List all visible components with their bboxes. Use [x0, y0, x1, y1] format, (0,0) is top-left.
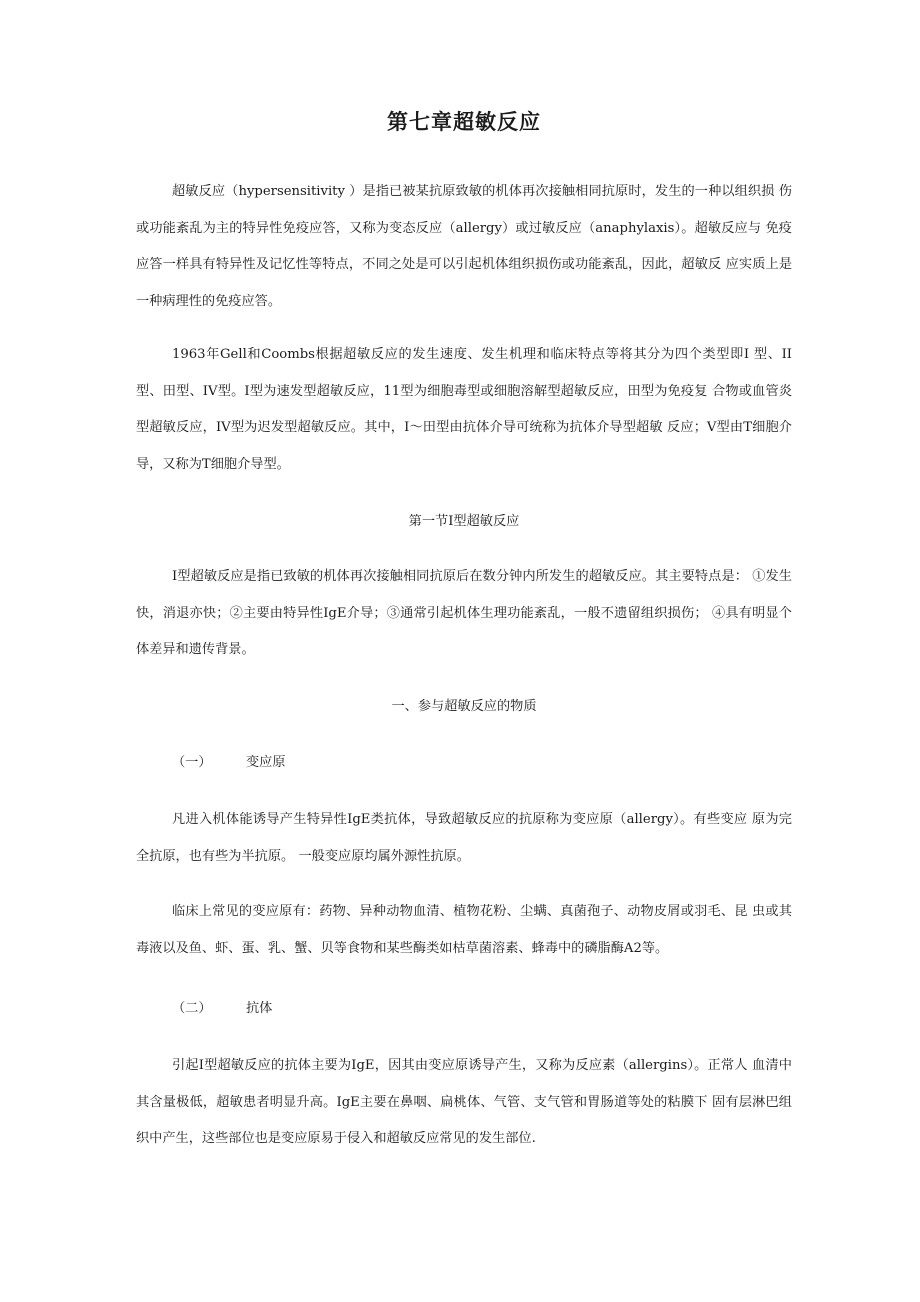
- part-heading: 一、参与超敏反应的物质: [391, 699, 537, 714]
- section-paragraph: I型超敏反应是指已致敏的机体再次接触相同抗原后在数分钟内所发生的超敏反应。其主要特点是： ①发生快，消退亦快；②主要由特异性IgE介导；③通常引起机体生理功能紊乱，一般不遗留组织损伤； ④具有明显个体差异和遗传背景。: [136, 569, 792, 657]
- section-heading: 第一节I型超敏反应: [408, 514, 520, 529]
- allergen-paragraph: 凡进入机体能诱导产生特异性IgE类抗体，导致超敏反应的抗原称为变应原（allergy）。有些变应 原为完全抗原，也有些为半抗原。 一般变应原均属外源性抗原。: [136, 812, 792, 864]
- sub-heading-allergen: [172, 753, 286, 773]
- classification-paragraph: 1963年Gell和Coombs根据超敏反应的发生速度、发生机理和临床特点等将其分为四个类型即I 型、II型、田型、IV型。I型为速发型超敏反应，11型为细胞毒型或细胞溶解型超敏反应，田型为免疫复 合物或血管炎型超敏反应，IV型为迟发型超敏反应。其中，I～田型由抗体介导可统称为抗体介导型超敏 反应；V型由T细胞介导，又称为T细胞介导型。: [136, 347, 792, 472]
- sub-heading-antibody: [172, 999, 272, 1019]
- page-title: 第七章超敏反应: [387, 110, 541, 134]
- antibody-paragraph: 引起I型超敏反应的抗体主要为IgE，因其由变应原诱导产生，又称为反应素（allergins）。正常人 血清中其含量极低，超敏患者明显升高。IgE主要在鼻咽、扁桃体、气管、支气管和胃肠道等处的粘膜下 固有层淋巴组织中产生，这些部位也是变应原易于侵入和超敏反应常见的发生部位.: [136, 1058, 792, 1146]
- sub-heading-label: 抗体: [246, 1001, 273, 1016]
- intro-paragraph: 超敏反应（hypersensitivity ）是指已被某抗原致敏的机体再次接触相同抗原时，发生的一种以组织损 伤或功能紊乱为主的特异性免疫应答，又称为变态反应（allergy）或过敏反应（anaphylaxis）。超敏反应与 免疫应答一样具有特异性及记忆性等特点，不同之处是可以引起机体组织损伤或功能紊乱，因此，超敏反 应实质上是一种病理性的免疫应答。: [136, 184, 792, 309]
- allergen-examples-paragraph: 临床上常见的变应原有：药物、异种动物血清、植物花粉、尘螨、真菌孢子、动物皮屑或羽毛、昆 虫或其毒液以及鱼、虾、蛋、乳、蟹、贝等食物和某些酶类如枯草菌溶素、蜂毒中的磷脂酶A2等。: [136, 904, 792, 956]
- sub-heading-label: 变应原: [246, 755, 286, 770]
- sub-heading-number: （一）: [172, 755, 212, 770]
- sub-heading-number: （二）: [172, 1001, 212, 1016]
